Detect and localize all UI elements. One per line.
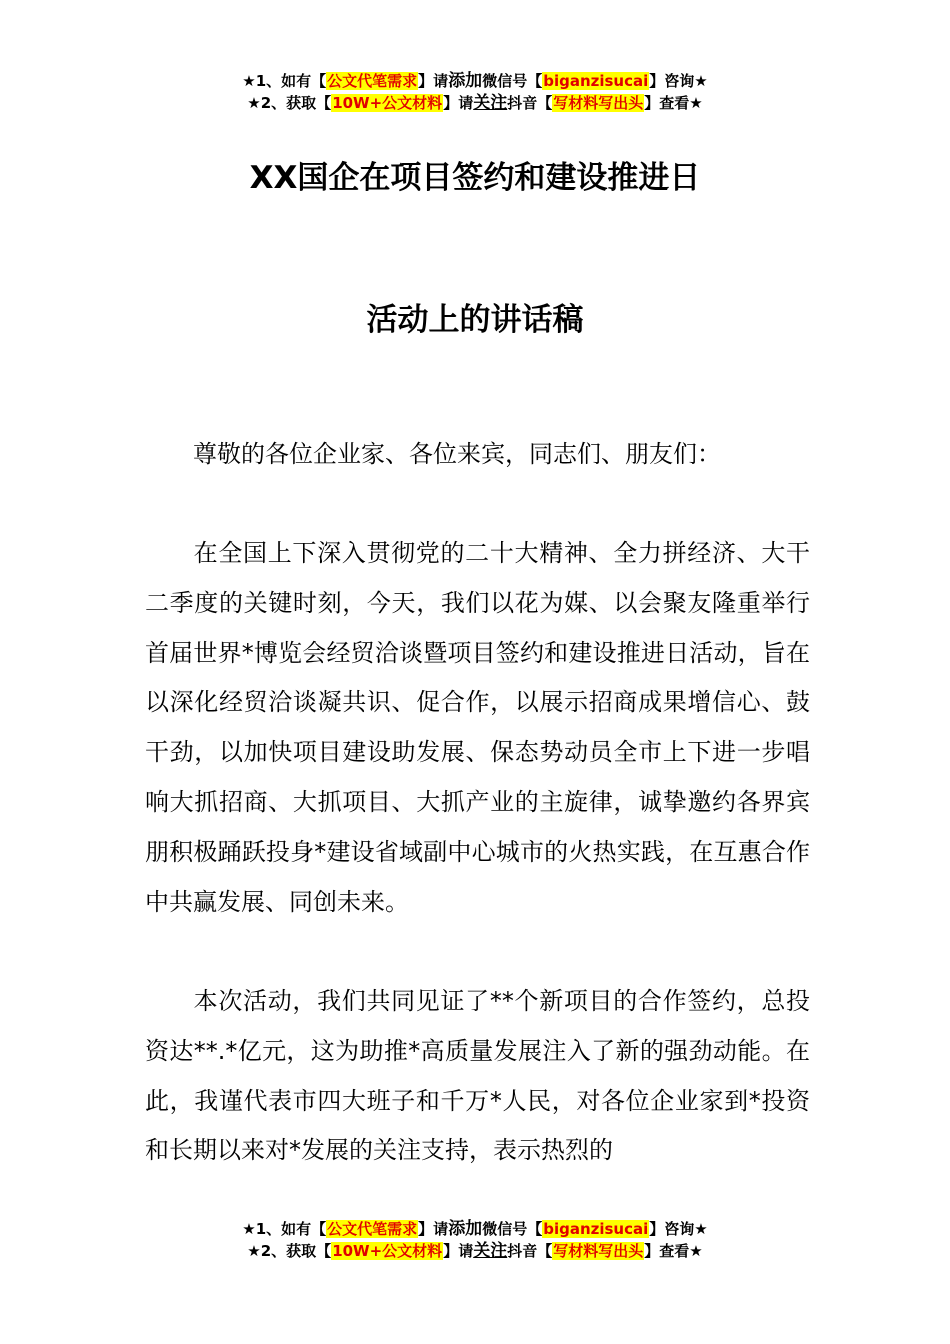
banner-text: ★1、如有【 xyxy=(242,1220,327,1238)
banner-text: 】查看★ xyxy=(644,94,703,112)
banner-text: 】咨询★ xyxy=(649,1220,708,1238)
banner-text: 抖音【 xyxy=(507,1242,553,1260)
banner-text: 关注 xyxy=(473,1241,508,1261)
highlight-wechat-id: biganzisucai xyxy=(543,1220,649,1238)
banner-text: 微信号【 xyxy=(482,1220,543,1238)
banner-text: ★2、获取【 xyxy=(247,1242,332,1260)
banner-text: 抖音【 xyxy=(507,94,553,112)
banner-line-2 xyxy=(0,92,950,114)
banner-line-1 xyxy=(0,70,950,92)
paragraph-2-text: 本次活动，我们共同见证了**个新项目的合作签约，总投资达**.*亿元，这为助推*高质量发展注入了新的强劲动能。在此，我谨代表市四大班子和千万*人民，对各位企业家到*投资和长期以来对*发展的关注支持，表示热烈的 xyxy=(145,987,810,1165)
banner-text: 添加 xyxy=(448,71,483,91)
highlight-douyin: 写材料写出头 xyxy=(553,94,644,112)
banner-text: 】请 xyxy=(443,94,474,112)
banner-text: 】请 xyxy=(418,72,449,90)
paragraph-2 xyxy=(145,977,810,1176)
banner-text: ★2、获取【 xyxy=(247,94,332,112)
paragraph-1-text: 在全国上下深入贯彻党的二十大精神、全力拼经济、大干二季度的关键时刻，今天，我们以花为媒、以会聚友隆重举行首届世界*博览会经贸洽谈暨项目签约和建设推进日活动，旨在以深化经贸洽谈凝共识、促合作，以展示招商成果增信心、鼓干劲，以加快项目建设助发展、保态势动员全市上下进一步唱响大抓招商、大抓项目、大抓产业的主旋律，诚挚邀约各界宾朋积极踊跃投身*建设省域副中心城市的火热实践，在互惠合作中共赢发展、同创未来。 xyxy=(145,539,810,916)
highlight-materials: 10W+公文材料 xyxy=(332,94,443,112)
highlight-service: 公文代笔需求 xyxy=(327,1220,418,1238)
salutation: 尊敬的各位企业家、各位来宾，同志们、朋友们： xyxy=(193,440,721,468)
banner-line-2 xyxy=(0,1240,950,1262)
paragraph-1 xyxy=(145,529,810,927)
highlight-wechat-id: biganzisucai xyxy=(543,72,649,90)
document-title-line-1: XX国企在项目签约和建设推进日 xyxy=(249,160,701,196)
highlight-service: 公文代笔需求 xyxy=(327,72,418,90)
banner-text: 】请 xyxy=(443,1242,474,1260)
banner-text: 微信号【 xyxy=(482,72,543,90)
banner-text: 关注 xyxy=(473,93,508,113)
banner-text: 】请 xyxy=(418,1220,449,1238)
banner-text: 】查看★ xyxy=(644,1242,703,1260)
banner-line-1 xyxy=(0,1218,950,1240)
banner-text: 添加 xyxy=(448,1219,483,1239)
bottom-banner xyxy=(0,1218,950,1262)
highlight-douyin: 写材料写出头 xyxy=(553,1242,644,1260)
banner-text: ★1、如有【 xyxy=(242,72,327,90)
top-banner xyxy=(0,70,950,114)
document-title-line-2: 活动上的讲话稿 xyxy=(366,302,584,338)
highlight-materials: 10W+公文材料 xyxy=(332,1242,443,1260)
banner-text: 】咨询★ xyxy=(649,72,708,90)
